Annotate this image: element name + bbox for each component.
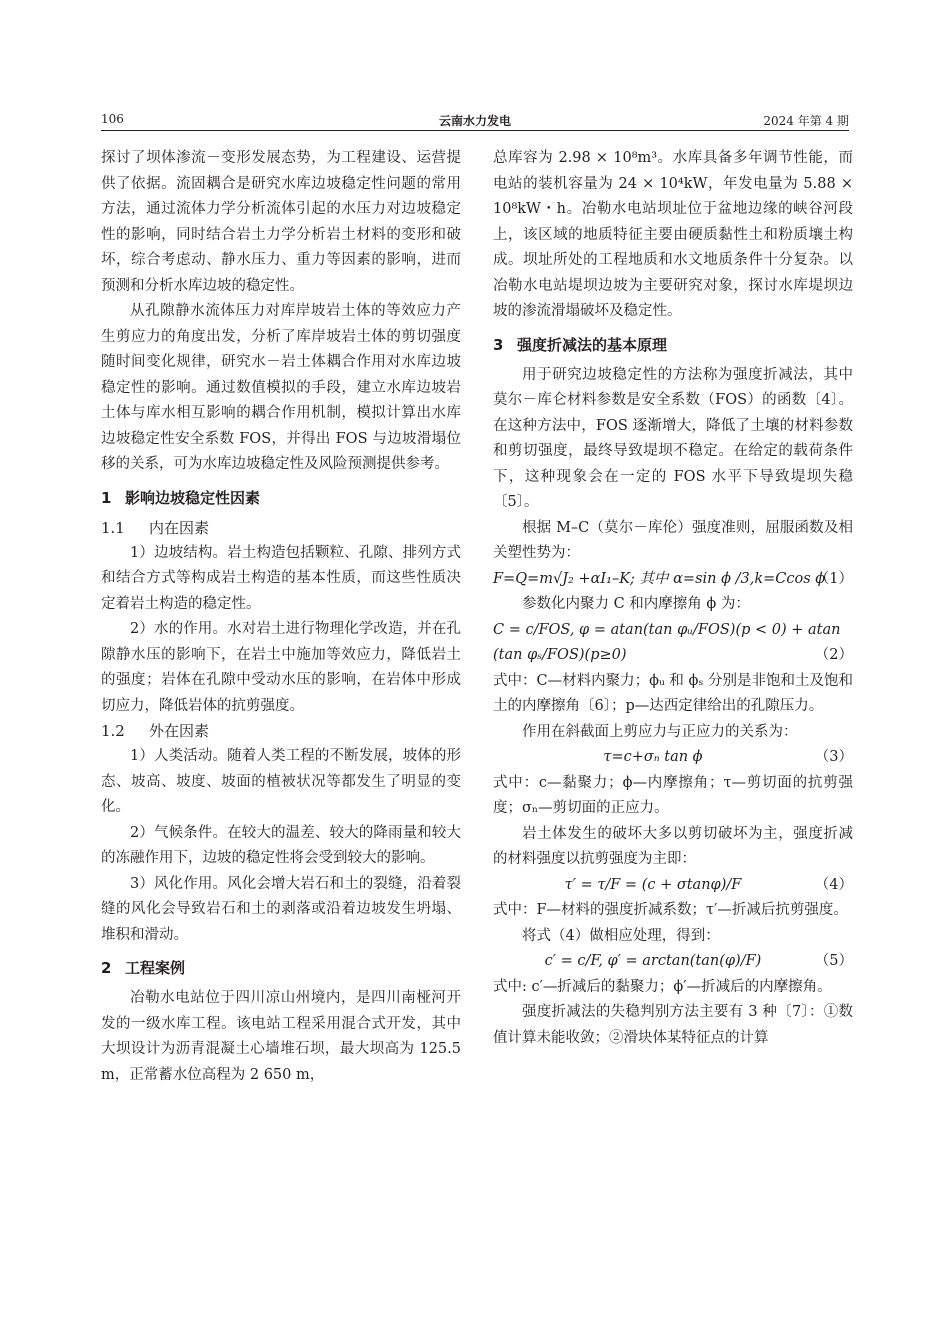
equation-number: （2） — [814, 647, 853, 663]
paragraph: 2）气候条件。在较大的温差、较大的降雨量和较大的冻融作用下，边坡的稳定性将会受到较大的影响。 — [101, 824, 461, 866]
paragraph: 根据 M–C（莫尔－库伦）强度准则，屈服函数及相关塑性势为： — [493, 519, 853, 561]
equation-2-line-2: (tan φₛ/FOS)(p≥0) （2） — [493, 643, 853, 669]
paragraph: 式中: c′—折减后的黏聚力；ϕ′—折减后的内摩擦角。 — [493, 978, 832, 995]
running-header — [101, 110, 849, 131]
paragraph: 作用在斜截面上剪应力与正应力的关系为： — [522, 723, 798, 740]
paragraph: 用于研究边坡稳定性的方法称为强度折减法，其中莫尔－库仑材料参数是安全系数（FOS）的函数〔4〕。在这种方法中，FOS 逐渐增大，降低了土壤的材料参数和剪切强度，最终导致堤坝不稳定。在给定的载荷条件下，这种现象会在一定的 FOS 水平下导致堤坝失稳〔5〕。 — [493, 366, 853, 510]
paragraph: 1）边坡结构。岩土构造包括颗粒、孔隙、排列方式和结合方式等构成岩土构造的基本性质，而这些性质决定着岩土构造的稳定性。 — [101, 544, 461, 612]
subsection-heading-1-2: 1.2 外在因素 — [101, 722, 210, 740]
journal-name: 云南水力发电 — [438, 114, 511, 128]
equation-number: （1） — [814, 570, 853, 587]
equation-5: c′ = c/F, φ′ = arctan(tan(φ)/F) （5） — [493, 949, 853, 975]
equation-1: F=Q=m√J₂ +αI₁–K; 其中 α=sin ϕ /3,k=Ccos ϕ （1） — [493, 567, 853, 593]
equation-number: （3） — [814, 749, 853, 765]
left-column — [101, 146, 461, 1088]
paragraph: 3）风化作用。风化会增大岩石和土的裂缝，沿着裂缝的风化会导致岩石和土的剥落或沿着边坡发生坍塌、堆积和滑动。 — [101, 875, 461, 943]
paragraph: 从孔隙静水流体压力对库岸坡岩土体的等效应力产生剪应力的角度出发，分析了库岸坡岩土体的剪切强度随时间变化规律，研究水－岩土体耦合作用对水库边坡稳定性的影响。通过数值模拟的手段，建立水库边坡岩土体与库水相互影响的耦合作用机制，模拟计算出水库边坡稳定性安全系数 FOS，并得出 FOS 与边坡滑塌位移的关系，可为水库边坡稳定性及风险预测提供参考。 — [101, 303, 461, 472]
equation-4: τ′ = τ/F = (c + σtanφ)/F （4） — [493, 873, 853, 899]
section-heading-1: 1 影响边坡稳定性因素 — [101, 488, 261, 507]
paragraph: 探讨了坝体渗流－变形发展态势，为工程建设、运营提供了依据。流固耦合是研究水库边坡稳定性问题的常用方法，通过流体力学分析流体引起的水压力对边坡稳定性的影响，同时结合岩土力学分析岩土材料的变形和破坏，综合考虑动、静水压力、重力等因素的影响，进而预测和分析水库边坡的稳定性。 — [101, 150, 461, 294]
paragraph: 式中：F—材料的强度折减系数；τ′—折减后抗剪强度。 — [493, 902, 848, 918]
equation-number: （5） — [814, 953, 853, 969]
section-heading-3: 3 强度折减法的基本原理 — [493, 335, 668, 354]
equation-3: τ=c+σₙ tan ϕ （3） — [493, 745, 853, 771]
paragraph: 式中：c—黏聚力；ϕ—内摩擦角；τ—剪切面的抗剪强度；σₙ—剪切面的正应力。 — [493, 774, 853, 816]
paragraph: 冶勒水电站位于四川凉山州境内，是四川南桠河开发的一级水库工程。该电站工程采用混合式开发，其中大坝设计为沥青混凝土心墙堆石坝，最大坝高为 125.5 m，正常蓄水位高程为 2 650 m， — [101, 990, 461, 1083]
equation-2-line-1: C = c/FOS, φ = atan(tan φᵤ/FOS)(p < 0) + atan — [493, 621, 841, 638]
paragraph: 参数化内聚力 C 和内摩擦角 ϕ 为： — [522, 596, 750, 612]
paragraph: 强度折减法的失稳判别方法主要有 3 种〔7〕：①数值计算未能收敛；②滑块体某特征点的计算 — [493, 1004, 853, 1046]
paragraph: 总库容为 2.98 × 10⁸m³。水库具备多年调节性能，而电站的装机容量为 24 × 10⁴kW，年发电量为 5.88 × 10⁸kW・h。冶勒水电站坝址位于盆地边缘的峡谷河段上，该区域的地质特征主要由硬质黏性土和粉质壤土构成。坝址所处的工程地质和水文地质条件十分复杂。以冶勒水电站堤坝边坡为主要研究对象，探讨水库堤坝边坡的渗流滑塌破坏及稳定性。 — [493, 150, 853, 319]
paragraph: 式中：C—材料内聚力；ϕᵤ 和 ϕₛ 分别是非饱和土及饱和土的内摩擦角〔6〕；p—达西定律给出的孔隙压力。 — [493, 672, 853, 714]
paragraph: 岩土体发生的破坏大多以剪切破坏为主，强度折减的材料强度以抗剪强度为主即： — [493, 825, 853, 867]
paragraph: 2）水的作用。水对岩土进行物理化学改造，并在孔隙静水压的影响下，在岩土中施加等效应力，降低岩土的强度；岩体在孔隙中受动水压的影响，在岩体中形成切应力，降低岩体的抗剪强度。 — [101, 621, 461, 714]
paragraph: 将式（4）做相应处理，得到： — [522, 927, 720, 944]
equation-number: （4） — [814, 876, 853, 893]
page-number: 106 — [101, 112, 124, 126]
section-heading-2: 2 工程案例 — [101, 959, 186, 977]
subsection-heading-1-1: 1.1 内在因素 — [101, 518, 210, 537]
paragraph: 1）人类活动。随着人类工程的不断发展，坡体的形态、坡高、坡度、坡面的植被状况等都发生了明显的变化。 — [101, 748, 461, 815]
issue-label: 2024 年第 4 期 — [763, 114, 849, 128]
right-column — [493, 146, 853, 1051]
